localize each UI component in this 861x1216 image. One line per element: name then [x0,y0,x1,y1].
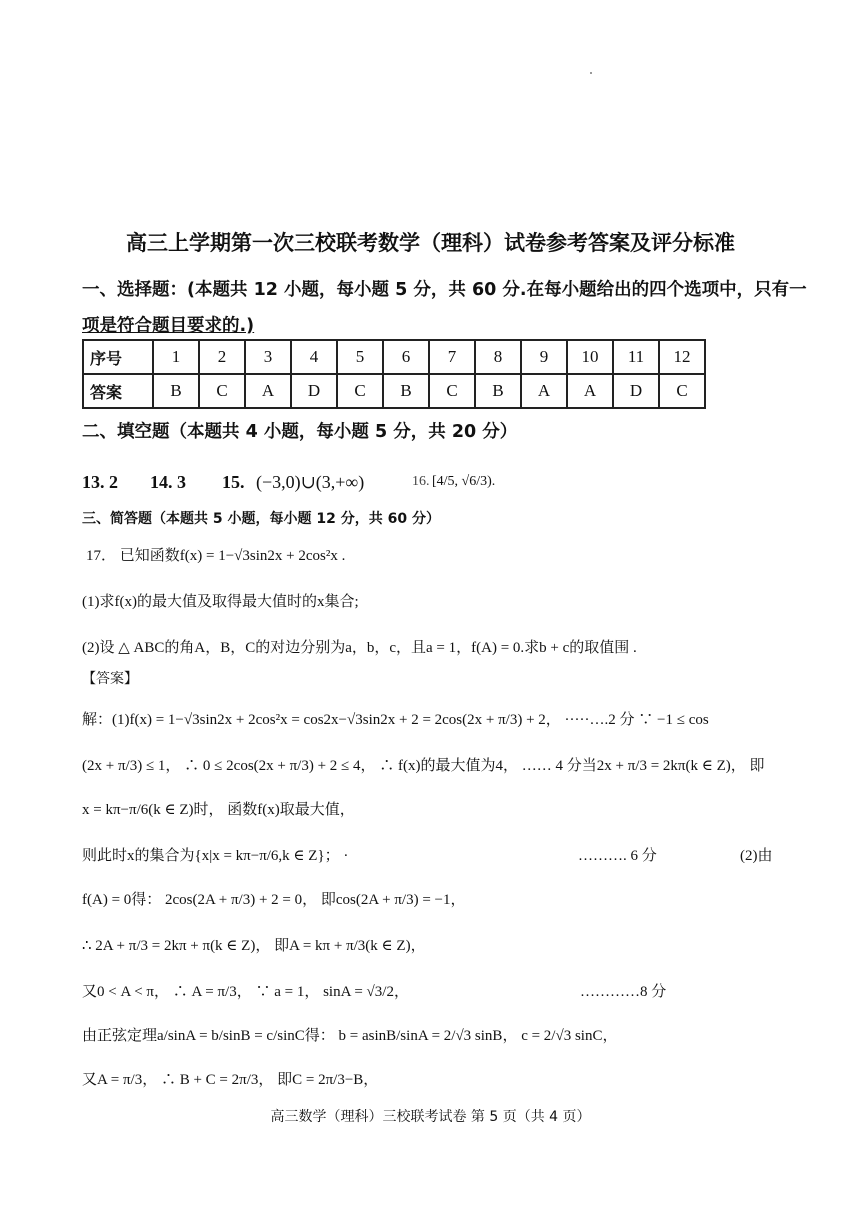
answer-16-value: [4/5, √6/3). [432,474,496,489]
solution-line-1: 解：(1)f(x) = 1−√3sin2x + 2cos²x = cos2x−√3sin2x + 2 = 2cos(2x + π/3) + 2， ·····….2 分 ∵ −1 ≤ cos [82,712,709,728]
question-number: 6 [383,340,429,374]
solution-line-5: f(A) = 0得： 2cos(2A + π/3) + 2 = 0， 即cos(2A + π/3) = −1， [82,892,466,908]
question-number: 8 [475,340,521,374]
section1-heading-line2: 项是符合题目要求的.) [82,316,255,336]
answer-cell: B [153,374,199,408]
question-number: 10 [567,340,613,374]
answer-tag: 【答案】 [82,671,138,687]
problem-17-part1: (1)求f(x)的最大值及取得最大值时的x集合; [82,594,359,610]
solution-line-7: 又0 < A < π， ∴ A = π/3， ∵ a = 1， sinA = √3/2， [82,984,409,1000]
score-marker-6: ………. 6 分 [578,848,657,864]
question-number: 3 [245,340,291,374]
answer-cell: C [659,374,705,408]
section1-heading-line1: 一、选择题：(本题共 12 小题，每小题 5 分，共 60 分.在每小题给出的四个选项中，只有一 [82,280,807,300]
answer-cell: D [613,374,659,408]
solution-line-4: 则此时x的集合为{x|x = kπ−π/6,k ∈ Z}； · [82,848,349,864]
answer-cell: D [291,374,337,408]
score-marker-8: …………8 分 [580,984,667,1000]
section2-heading: 二、填空题（本题共 4 小题，每小题 5 分，共 20 分） [82,422,518,442]
answer-cell: C [199,374,245,408]
solution-line-8: 由正弦定理a/sinA = b/sinB = c/sinC得： b = asinB/sinA = 2/√3 sinB， c = 2/√3 sinC， [82,1028,618,1044]
question-number: 5 [337,340,383,374]
problem-17-part2: (2)设 △ ABC的角A，B，C的对边分别为a，b，c，且a = 1，f(A) = 0.求b + c的取值围 . [82,640,637,656]
section3-heading: 三、简答题（本题共 5 小题，每小题 12 分，共 60 分） [82,511,440,527]
answer-table-answer-row [83,374,705,408]
answer-13: 13. 2 [82,472,118,492]
answer-16-label: 16. [412,474,430,489]
question-number: 7 [429,340,475,374]
question-number: 2 [199,340,245,374]
answer-cell: A [245,374,291,408]
answer-cell: B [475,374,521,408]
problem-17-statement: 17． 已知函数f(x) = 1−√3sin2x + 2cos²x . [86,548,346,564]
answer-15-value: (−3,0)∪(3,+∞) [256,472,365,492]
scan-speck [590,72,592,74]
document-title: 高三上学期第一次三校联考数学（理科）试卷参考答案及评分标准 [126,230,735,255]
answer-cell: C [337,374,383,408]
answer-14: 14. 3 [150,472,186,492]
answer-15-label: 15. [222,472,245,492]
answer-table [82,339,706,409]
question-number: 11 [613,340,659,374]
question-number: 12 [659,340,705,374]
solution-line-9: 又A = π/3， ∴ B + C = 2π/3， 即C = 2π/3−B， [82,1072,379,1088]
solution-line-3: x = kπ−π/6(k ∈ Z)时， 函数f(x)取最大值， [82,802,355,818]
answer-table-number-row [83,340,705,374]
answer-cell: C [429,374,475,408]
answer-cell: A [521,374,567,408]
part2-start: (2)由 [740,848,773,864]
solution-line-6: ∴ 2A + π/3 = 2kπ + π(k ∈ Z)， 即A = kπ + π/3(k ∈ Z)， [82,938,426,954]
answer-row-label: 答案 [83,374,153,408]
answer-cell: B [383,374,429,408]
solution-line-2: (2x + π/3) ≤ 1， ∴ 0 ≤ 2cos(2x + π/3) + 2 ≤ 4， ∴ f(x)的最大值为4， …… 4 分当2x + π/3 = 2kπ(k ∈ Z)， 即 [82,758,765,774]
number-row-label: 序号 [83,340,153,374]
question-number: 9 [521,340,567,374]
question-number: 4 [291,340,337,374]
answer-cell: A [567,374,613,408]
question-number: 1 [153,340,199,374]
page-footer: 高三数学（理科）三校联考试卷 第 5 页（共 4 页） [270,1109,591,1125]
